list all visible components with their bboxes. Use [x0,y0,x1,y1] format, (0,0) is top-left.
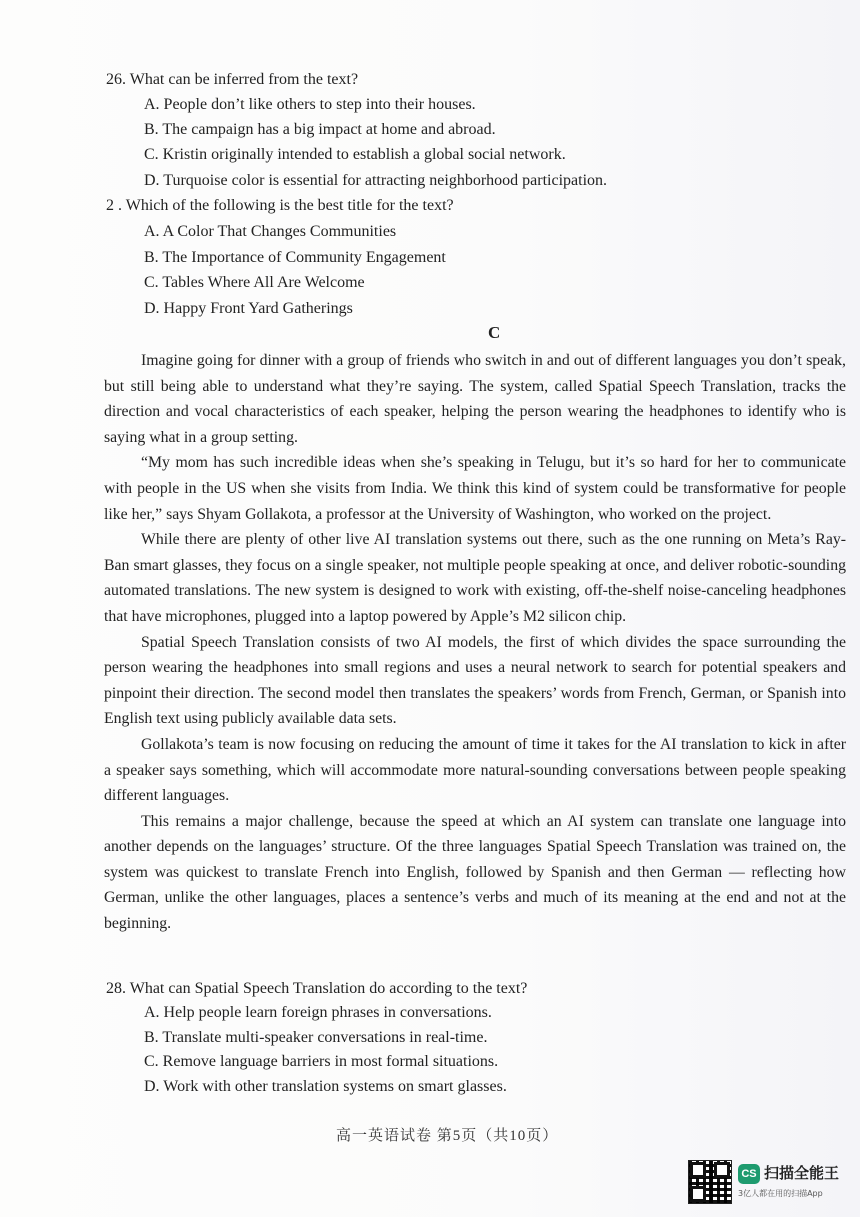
question-28-option-d: D. Work with other translation systems on smart glasses. [144,1078,507,1095]
passage-paragraph-2: “My mom has such incredible ideas when she’s speaking in Telugu, but it’s so hard for her to communicate with people in the US when she visits from India. We think this kind of system could be transformative for people like her,” says Shyam Gollakota, a professor at the University of Washington, who worked on the project. [104,454,846,523]
question-28-option-b: B. Translate multi-speaker conversations in real-time. [144,1029,488,1046]
question-28-option-a: A. Help people learn foreign phrases in conversations. [144,1004,492,1021]
question-26-option-c: C. Kristin originally intended to establish a global social network. [144,146,566,163]
camscanner-logo-icon: CS [738,1164,760,1184]
question-26-stem: 26. What can be inferred from the text? [106,71,359,88]
scanner-watermark [688,1160,848,1208]
qr-code-icon [688,1160,732,1204]
passage-paragraph-4: Spatial Speech Translation consists of two AI models, the first of which divides the space surrounding the person wearing the headphones into small regions and uses a neural network to search for potential speakers and pinpoint their direction. The second model then translates the speakers’ words from French, German, or Spanish into English text using publicly available data sets. [104,633,846,728]
passage-paragraph-3: While there are plenty of other live AI translation systems out there, such as the one running on Meta’s Ray-Ban smart glasses, they focus on a single speaker, not multiple people speaking at once, and deliver robotic-sounding automated translations. The new system is designed to work with existing, off-the-shelf noise-canceling headphones that have microphones, plugged into a laptop powered by Apple’s M2 silicon chip. [104,531,846,625]
question-28-stem: 28. What can Spatial Speech Translation do according to the text? [106,980,528,997]
question-26-option-b: B. The campaign has a big impact at home and abroad. [144,121,496,138]
passage-paragraph-6: This remains a major challenge, because the speed at which an AI system can translate one language into another depends on the languages’ structure. Of the three languages Spatial Speech Translation was trained on, the system was quickest to translate French into English, followed by Spanish and then German — reflecting how German, unlike the other languages, places a sentence’s verbs and much of its meaning at the end and not at the beginning. [104,812,846,933]
section-label: C [488,323,501,342]
question-26-option-a: A. People don’t like others to step into their houses. [144,96,476,113]
scanner-tagline: 3亿人都在用的扫描App [738,1189,823,1198]
question-27-option-c: C. Tables Where All Are Welcome [144,274,365,291]
question-26-option-d: D. Turquoise color is essential for attracting neighborhood participation. [144,172,608,189]
question-27-option-a: A. A Color That Changes Communities [144,223,397,240]
passage-paragraph-1: Imagine going for dinner with a group of friends who switch in and out of different languages you don’t speak, but still being able to understand what they’re saying. The system, called Spatial Speech Translation, tracks the direction and vocal characteristics of each speaker, helping the person wearing the headphones to identify who is saying what in a group setting. [104,352,846,446]
question-27-stem: 2 . Which of the following is the best title for the text? [106,197,454,214]
question-27-option-b: B. The Importance of Community Engagement [144,249,446,266]
question-27-option-d: D. Happy Front Yard Gatherings [144,300,353,317]
passage-paragraph-5: Gollakota’s team is now focusing on reducing the amount of time it takes for the AI translation to kick in after a speaker says something, which will accommodate more natural-sounding conversations between people speaking different languages. [104,735,846,805]
page-footer: 高一英语试卷 第5页（共10页） [336,1128,559,1144]
question-28-option-c: C. Remove language barriers in most formal situations. [144,1053,499,1070]
scanner-app-name: 扫描全能王 [764,1164,840,1182]
reading-passage [104,348,846,937]
